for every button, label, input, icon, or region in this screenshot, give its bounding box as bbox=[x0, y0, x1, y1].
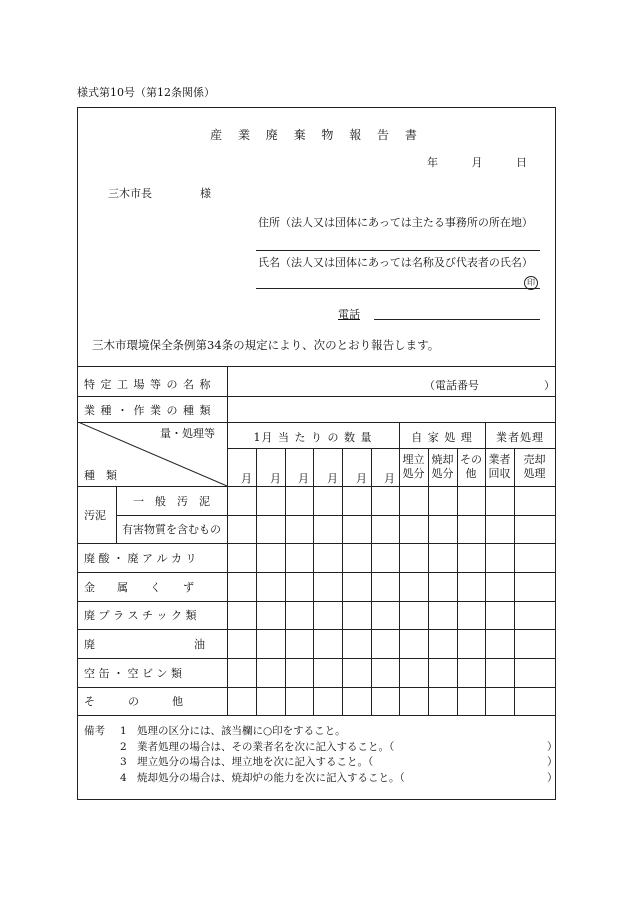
row-divider bbox=[78, 486, 555, 487]
landfill-col-header: 埋立 処分 bbox=[402, 453, 425, 480]
row-divider bbox=[78, 658, 555, 659]
sale-col-header: 売却 処理 bbox=[523, 453, 546, 480]
month-col-label: 月 bbox=[298, 472, 309, 485]
report-title: 産 業 廃 棄 物 報 告 書 bbox=[210, 128, 423, 142]
form-number-label: 様式第10号（第12条関係） bbox=[77, 86, 215, 99]
phone-label: 電話 bbox=[338, 308, 360, 321]
row-divider bbox=[78, 629, 555, 630]
month-col-label: 月 bbox=[356, 472, 367, 485]
diagonal-bottom-label: 種 類 bbox=[84, 469, 117, 482]
monthly-quantity-header: 1月 当 た り の 数 量 bbox=[253, 431, 373, 444]
contractor-collection-col-header: 業者 回収 bbox=[488, 453, 511, 480]
row-label-waste-oil: 廃 油 bbox=[84, 638, 205, 651]
report-form-frame: 産 業 廃 棄 物 報 告 書 年 月 日 三木市長 様 住所（法人又は団体にあっては主たる事務所の所在地） 氏名（法人又は団体にあっては名称及び代表者の氏名） 印 電話 三木市環境保全条例第34条の規定により、次のとおり報告します。 特 定 工 場 等 の 名 称 （電話番号 ） 業 種 ・ 作 業 の 種 類 量・処理等 種 類 1月 当 た り の 数 量 自 家 処 理 業者処理 月 月 月 月 月 月 埋立 処分 焼却 処分 その 他 業者 回収 売却 処理 汚泥 一 般 汚 泥 有害物質を含むもの 廃 酸 ・ 廃 ア ル カ リ 金 属 く ず 廃 プ ラ ス チ ッ ク 類 廃 油 空 缶 ・ 空 ビ ン 類 そ の 他 備考 1 処理の区分には、該当欄に○印をすること。 2 業者処理の場合は、その業者名を次に記入すること。（ ） 3 埋立処分の場合は、埋立地を次に記入すること。（ ） 4 焼却処分の場合は、焼却炉の能力を次に記入すること。（ ） bbox=[77, 107, 556, 800]
incineration-col-header: 焼却 処分 bbox=[431, 453, 454, 480]
name-line[interactable] bbox=[256, 288, 540, 289]
addressee-name: 三木市長 bbox=[108, 187, 152, 200]
name-label: 氏名（法人又は団体にあっては名称及び代表者の氏名） bbox=[258, 256, 533, 269]
report-header bbox=[78, 108, 555, 367]
month-col-label: 月 bbox=[241, 472, 252, 485]
statement-text: 三木市環境保全条例第34条の規定により、次のとおり報告します。 bbox=[92, 338, 440, 352]
column-divider bbox=[371, 448, 372, 715]
row-divider bbox=[78, 543, 555, 544]
facility-phone-close: ） bbox=[544, 379, 555, 392]
row-divider bbox=[78, 601, 555, 602]
remarks-heading: 備考 bbox=[84, 725, 105, 737]
column-divider bbox=[227, 366, 228, 715]
row-label-hazardous-sludge: 有害物質を含むもの bbox=[122, 523, 221, 536]
seal-mark: 印 bbox=[524, 276, 538, 290]
row-divider bbox=[227, 448, 555, 449]
month-col-label: 月 bbox=[270, 472, 281, 485]
date-day: 日 bbox=[516, 156, 527, 169]
column-divider bbox=[285, 448, 286, 715]
row-divider bbox=[78, 687, 555, 688]
row-divider bbox=[78, 396, 555, 397]
column-divider bbox=[514, 448, 515, 715]
address-line[interactable] bbox=[256, 250, 540, 251]
row-label-plastics: 廃 プ ラ ス チ ッ ク 類 bbox=[84, 609, 197, 622]
column-divider bbox=[342, 448, 343, 715]
business-type-label: 業 種 ・ 作 業 の 種 類 bbox=[84, 404, 212, 417]
row-label-other: そ の 他 bbox=[84, 695, 183, 708]
row-divider bbox=[116, 515, 555, 516]
date-month: 月 bbox=[471, 156, 483, 169]
row-label-general-sludge: 一 般 汚 泥 bbox=[133, 495, 210, 508]
row-label-acid-alkali: 廃 酸 ・ 廃 ア ル カ リ bbox=[84, 552, 197, 565]
facility-name-label: 特 定 工 場 等 の 名 称 bbox=[84, 378, 212, 391]
sludge-group-label: 汚泥 bbox=[84, 509, 106, 522]
column-divider bbox=[256, 448, 257, 715]
date-fields bbox=[405, 154, 527, 170]
contractor-processing-header: 業者処理 bbox=[496, 431, 544, 444]
diagonal-top-label: 量・処理等 bbox=[160, 427, 215, 440]
date-year: 年 bbox=[427, 156, 438, 169]
phone-line[interactable] bbox=[374, 319, 540, 320]
row-label-metal-scrap: 金 属 く ず bbox=[84, 581, 194, 594]
own-processing-header: 自 家 処 理 bbox=[411, 431, 473, 444]
row-label-cans-bottles: 空 缶 ・ 空 ビ ン 類 bbox=[84, 667, 182, 680]
other-col-header: その 他 bbox=[460, 453, 482, 480]
month-col-label: 月 bbox=[327, 472, 338, 485]
month-col-label: 月 bbox=[384, 472, 395, 485]
column-divider bbox=[313, 448, 314, 715]
addressee bbox=[108, 185, 211, 201]
address-label: 住所（法人又は団体にあっては主たる事務所の所在地） bbox=[258, 216, 533, 229]
column-divider bbox=[428, 448, 429, 715]
column-divider bbox=[457, 448, 458, 715]
facility-phone-label: （電話番号 bbox=[424, 379, 479, 392]
row-divider bbox=[78, 572, 555, 573]
row-divider bbox=[78, 715, 555, 716]
addressee-suffix: 様 bbox=[200, 187, 211, 200]
